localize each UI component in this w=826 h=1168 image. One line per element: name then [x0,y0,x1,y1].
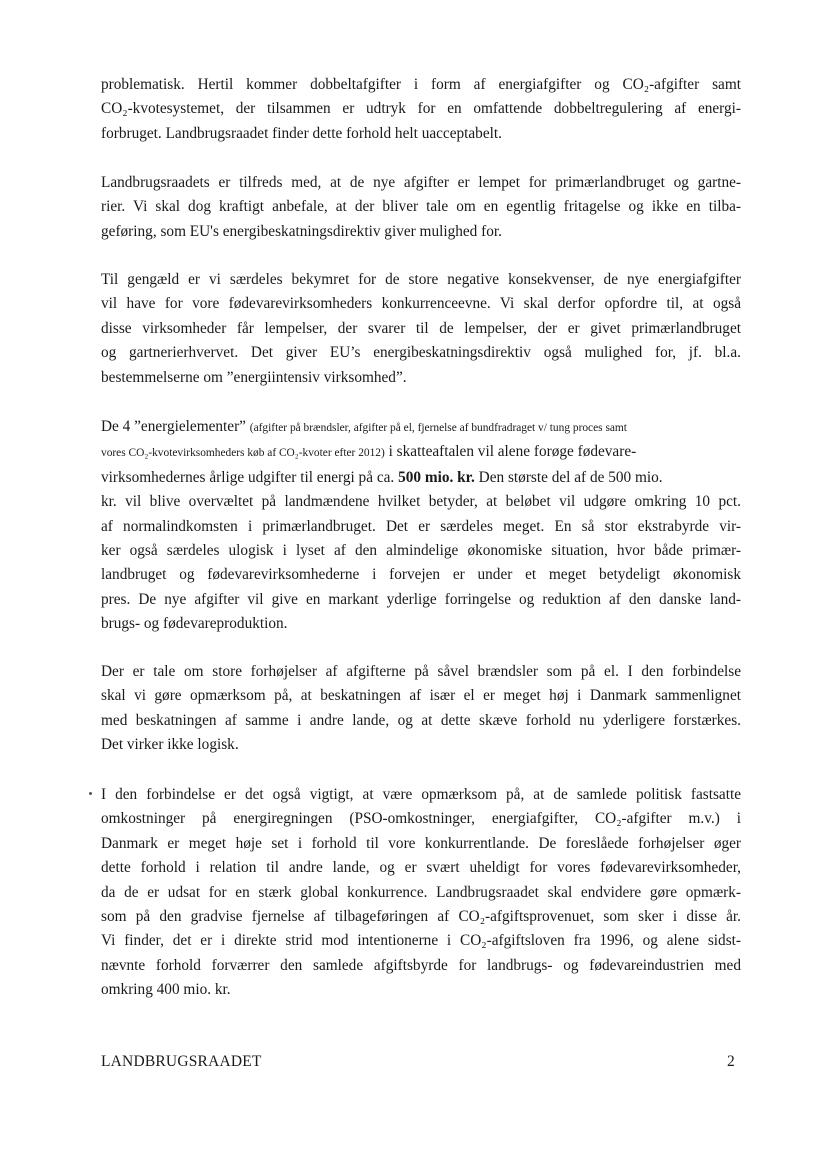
paragraph-4 [101,415,741,637]
amount-bold: 500 mio. kr. [398,468,475,486]
paragraph-3 [101,268,741,390]
text-line: brugs- og fødevareproduktion. [101,615,288,633]
paragraph-6 [101,783,741,1003]
paragraph-1 [101,73,741,146]
text-line [101,415,741,440]
text-line: bestemmelserne om ”energiintensiv virksomhed”. [101,368,407,386]
text-line: omkring 400 mio. kr. [101,981,231,999]
text-line: rier. Vi skal dog kraftigt anbefale, at der bliver tale om en egentlig fritagelse og ikke en tilba- [101,198,741,216]
text-line: kr. vil blive overvæltet på landmændene hvilket betyder, at beløbet vil udgøre omkring 10 pct. [101,493,741,511]
text-small-parenthetical: (afgifter på brændsler, afgifter på el, fjernelse af bundfradraget v/ tung proces samt [249,422,627,434]
paragraph-2 [101,171,741,244]
scan-dot [89,792,92,795]
text-line: vil have for vore fødevarevirksomheders konkurrenceevne. Vi skal derfor opfordre til, at også [101,295,741,313]
text-line: I den forbindelse er det også vigtigt, at være opmærksom på, at de samlede politisk fastsatte [101,786,741,803]
text-line: pres. De nye afgifter vil give en markant yderlige forringelse og reduktion af den danske land- [101,590,741,608]
text-line: geføring, som EU's energibeskatningsdirektiv giver mulighed for. [101,222,502,240]
text-line: da de er udsat for en stærk global konkurrence. Landbrugsraadet skal endvidere gøre opmærk- [101,883,741,901]
text-line [101,440,741,465]
text-line: af normalindkomsten i primærlandbruget. Det er særdeles meget. En så stor ekstrabyrde vir- [101,517,741,535]
text-line: Vi finder, det er i direkte strid mod intentionerne i CO₂-afgiftsloven fra 1996, og alene sidst- [101,932,741,950]
text-line: med beskatningen af samme i andre lande, og at dette skæve forhold nu yderligere forstærkes. [101,711,741,729]
paragraph-5 [101,660,741,758]
text-line: problematisk. Hertil kommer dobbeltafgifter i form af energiafgifter og CO₂-afgifter samt [101,76,741,93]
text-line [101,466,741,490]
text-main: i skatteaftalen vil alene forøge fødevare- [384,443,637,461]
footer-organization: LANDBRUGSRAADET [101,1053,262,1070]
text-line: dette forhold i relation til andre lande, og er svært uheldigt for vores fødevarevirksomheder, [101,859,741,877]
text-line: landbruget og fødevarevirksomhederne i forvejen er under et meget betydeligt økonomisk [101,566,741,584]
text-line: omkostninger på energiregningen (PSO-omkostninger, energiafgifter, CO₂-afgifter m.v.) i [101,810,741,828]
text-line: ker også særdeles ulogisk i lyset af den almindelige økonomiske situation, hvor både primær- [101,542,741,560]
text-line: som på den gradvise fjernelse af tilbageføringen af CO₂-afgiftsprovenuet, som sker i disse år. [101,908,741,926]
text-line: Landbrugsraadets er tilfreds med, at de nye afgifter er lempet for primærlandbruget og gartne- [101,174,741,191]
text-line: Det virker ikke logisk. [101,736,239,754]
text-main: Den største del af de 500 mio. [474,468,663,486]
text-line: nævnte forhold forværrer den samlede afgiftsbyrde for landbrugs- og fødevareindustrien med [101,956,741,974]
text-line: disse virksomheder får lempelser, der svarer til de lempelser, der er givet primærlandbruget [101,319,741,337]
text-line: Der er tale om store forhøjelser af afgifterne på såvel brændsler som på el. I den forbindelse [101,663,741,680]
text-main: virksomhedernes årlige udgifter til energi på ca. [101,468,399,486]
text-main: De 4 ”energielementer” [101,418,250,435]
text-line: skal vi gøre opmærksom på, at beskatningen af især el er meget høj i Danmark sammenlignet [101,687,741,705]
text-line: og gartnerierhvervet. Det giver EU’s energibeskatningsdirektiv også mulighed for, jf. bl.a. [101,344,741,362]
text-line: Til gengæld er vi særdeles bekymret for de store negative konsekvenser, de nye energiafgifter [101,271,741,288]
text-small-parenthetical: vores CO₂-kvotevirksomheders køb af CO₂-kvoter efter 2012) [101,447,385,460]
text-line: forbruget. Landbrugsraadet finder dette forhold helt uacceptabelt. [101,124,502,142]
page-number: 2 [727,1053,735,1070]
text-line: Danmark er meget høje set i forhold til vore konkurrentlande. De foreslåede forhøjelser øger [101,834,741,852]
text-line: CO₂-kvotesystemet, der tilsammen er udtryk for en omfattende dobbeltregulering af energi- [101,100,741,118]
